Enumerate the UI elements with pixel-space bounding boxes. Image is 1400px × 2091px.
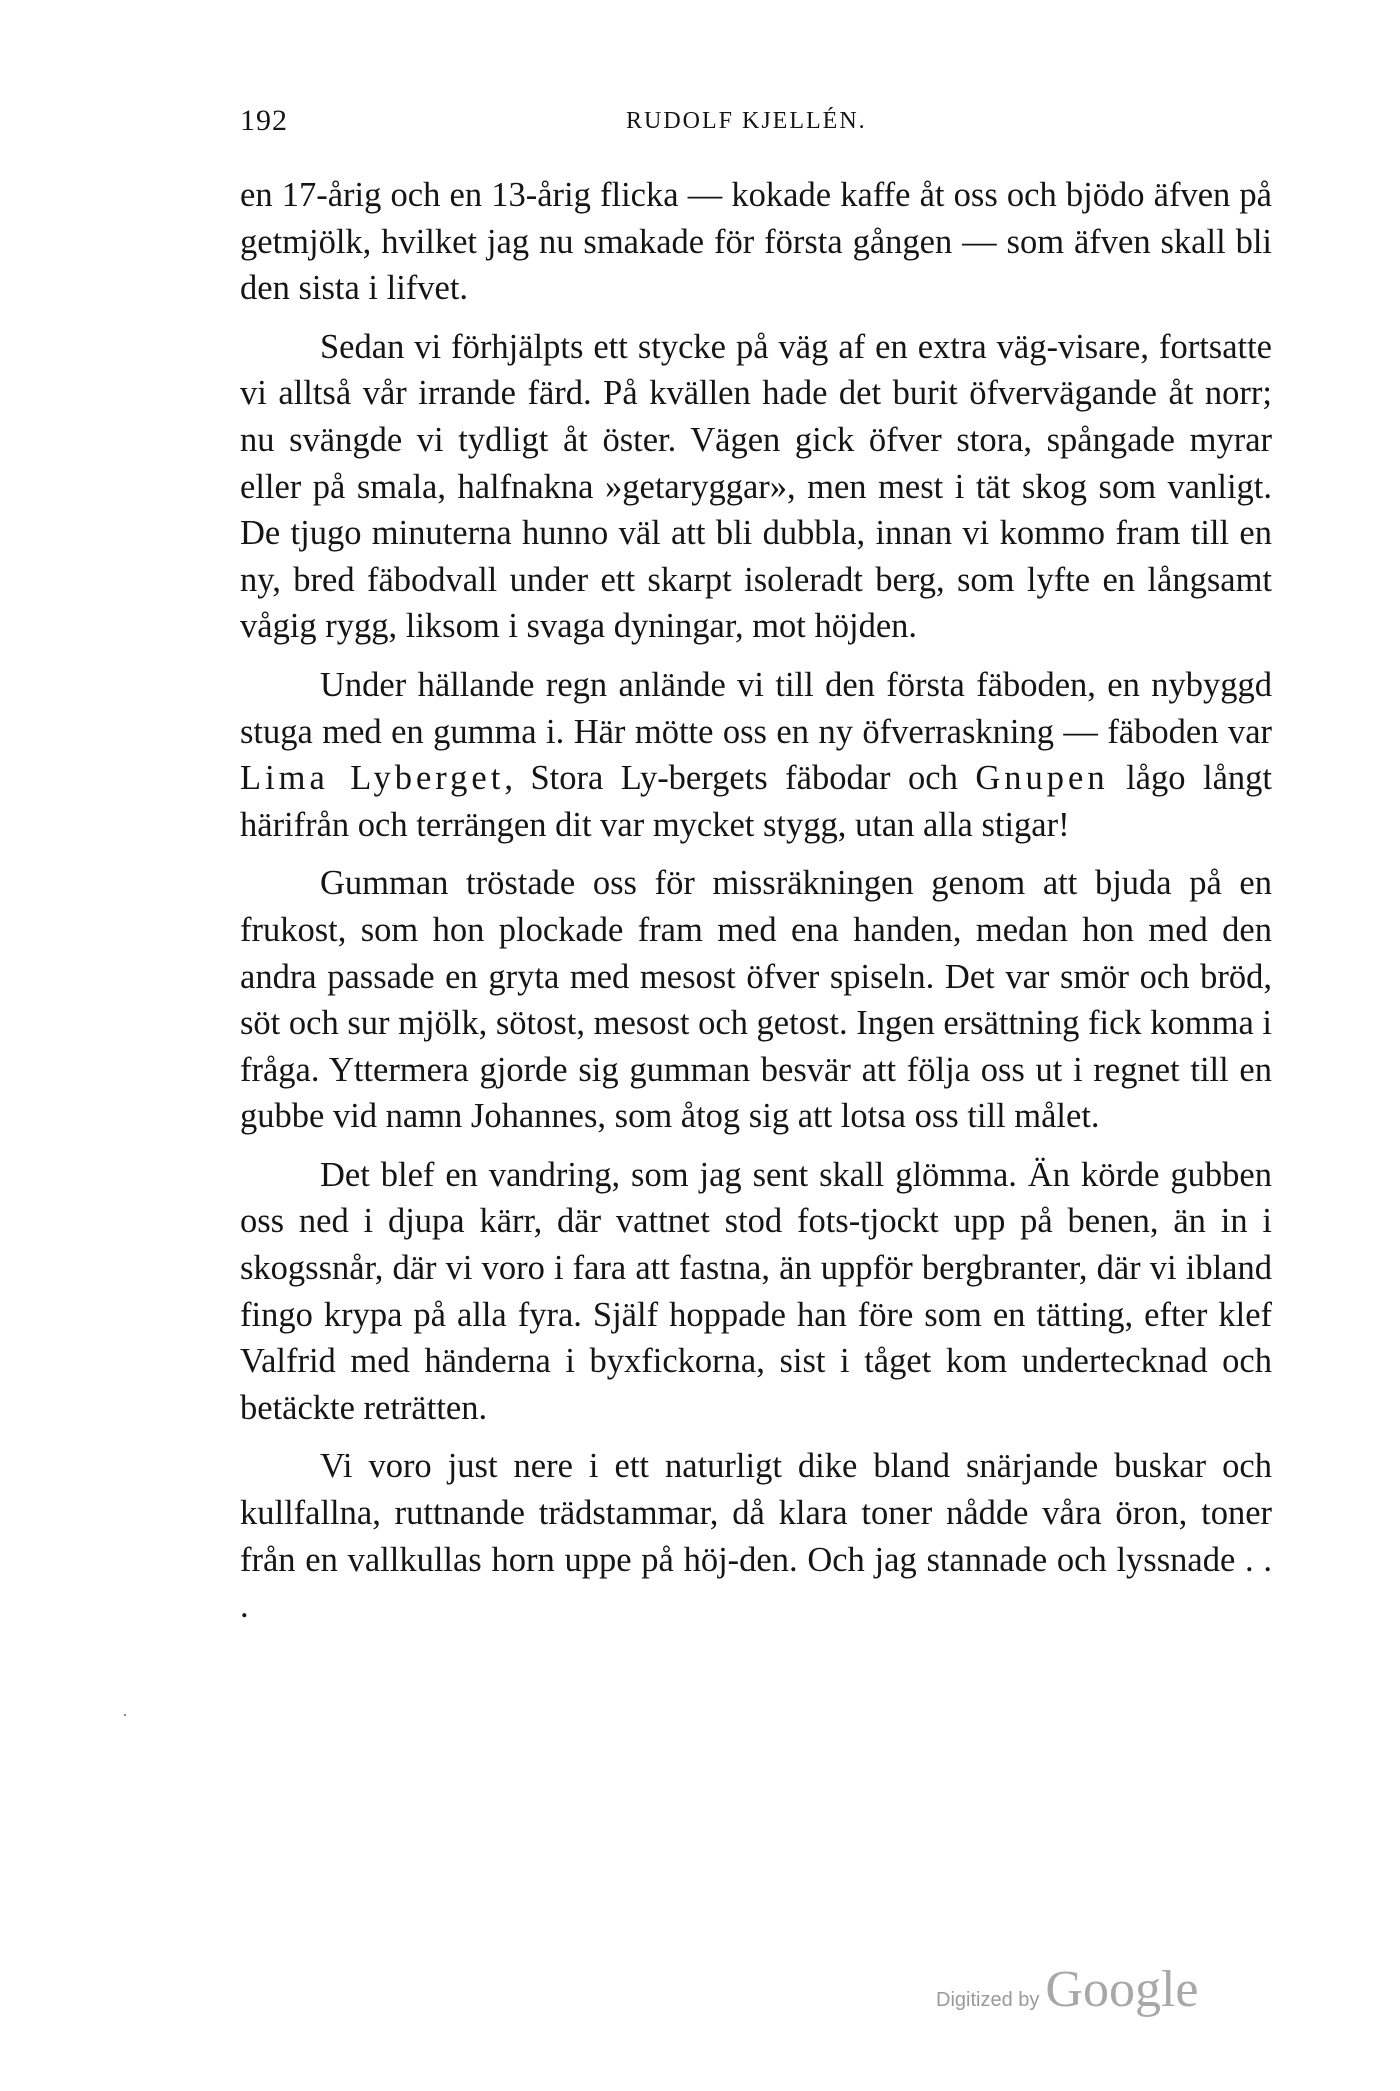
- watermark-prefix: Digitized by: [936, 1989, 1040, 2011]
- digitization-watermark: [936, 1960, 1198, 2030]
- page-number: 192: [240, 104, 288, 137]
- paragraph-text-segment: , Stora Ly-bergets fäbodar och: [504, 759, 976, 798]
- paragraph-breakfast: Gumman tröstade oss för missräkningen genom att bjuda på en frukost, som hon plockade fram med ena handen, medan hon med den andra passade en gryta med mesost öfver spiseln. Det var smör och bröd, söt och sur mjölk, sötost, mesost och getost. Ingen ersättning fick komma i fråga. Yttermera gjorde sig gumman besvär att följa oss ut i regnet till en gubbe vid namn Johannes, som åtog sig att lotsa oss till målet.: [240, 864, 1273, 1136]
- paragraph-text-segment: Under hällande regn anlände vi till den första fäboden, en nybyggd stuga med en gumma i. Här mötte oss en ny öfverraskning — fäboden var: [240, 665, 1272, 751]
- running-head: [240, 104, 1280, 144]
- running-title: RUDOLF KJELLÉN.: [626, 108, 867, 134]
- paragraph-continuation: en 17-årig och en 13-årig flicka — kokade kaffe åt oss och bjödo äfven på getmjölk, hvilket jag nu smakade för första gången — som äfven skall bli den sista i lifvet.: [240, 176, 1272, 308]
- google-logo: Google: [1045, 1961, 1199, 2018]
- scan-speck: [124, 1714, 126, 1716]
- place-name-lima-lyberget: Lima Lyberget: [240, 759, 505, 798]
- body-text: [240, 172, 1272, 1630]
- paragraph-text-segment: lågo långt härifrån och terrängen dit var mycket stygg, utan alla stigar!: [240, 759, 1272, 844]
- paragraph-wandering: Det blef en vandring, som jag sent skall glömma. Än körde gubben oss ned i djupa kärr, där vattnet stod fots-tjockt upp på benen, än in i skogssnår, där vi voro i fara att fastna, än uppför bergbranter, där vi ibland fingo krypa på alla fyra. Själf hoppade han före som en tätting, efter klef Valfrid med händerna i byxfickorna, sist i tåget kom undertecknad och betäckte reträtten.: [240, 1155, 1272, 1427]
- paragraph-fabod-arrival: [240, 662, 1272, 848]
- place-name-gnupen: Gnupen: [975, 759, 1109, 798]
- paragraph-horn-tones: Vi voro just nere i ett naturligt dike bland snärjande buskar och kullfallna, ruttnande trädstammar, då klara toner nådde våra öron, toner från en vallkullas horn uppe på höj-den. Och jag stannade och lyssnade . . .: [240, 1447, 1272, 1626]
- paragraph-journey: Sedan vi förhjälpts ett stycke på väg af en extra väg-visare, fortsatte vi alltså vår irrande färd. På kvällen hade det burit öfvervägande åt norr; nu svängde vi tydligt åt öster. Vägen gick öfver stora, spångade myrar eller på smala, halfnakna »getaryggar», men mest i tät skog som vanligt. De tjugo minuterna hunno väl att bli dubbla, innan vi kommo fram till en ny, bred fäbodvall under ett skarpt isoleradt berg, som lyfte en långsamt vågig rygg, liksom i svaga dyningar, mot höjden.: [240, 327, 1272, 646]
